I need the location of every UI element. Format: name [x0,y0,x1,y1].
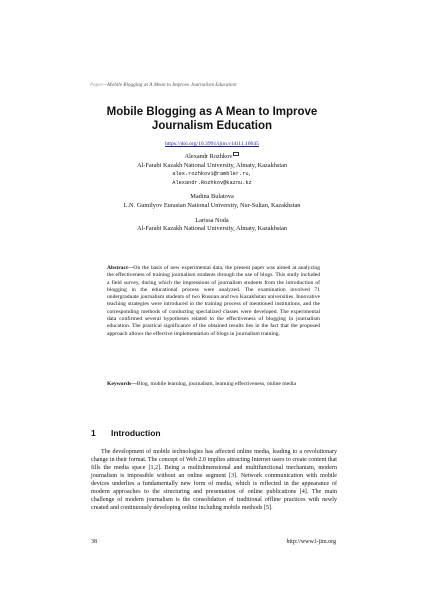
author-affiliation-2: L.N. Gumilyov Eurasian National University, Nur-Sultan, Kazakhstan [123,201,301,209]
intro-paragraph: The development of mobile technologies has affected online media, leading to a revolutionary change in their format. The concept of Web 2.0 implies attracting Internet users to create content that fills the media space [1,2]. Being a multidimensional and multifunctional mechanism, modern journalism is impossible without an online segment [3]. Network communication with mobile devices underlies a fundamentally new form of media, which is reflected in the appearance of modern approaches to the structuring and presentation of online publications [4]. The main challenge of modern journalism is the consolidation of traditional offline practices with newly created and continuously developing online including mobile methods [5]. [91,449,337,512]
author-block [80,153,344,234]
author-name-2: Madina Bulatova [190,193,234,201]
author-email-1[interactable]: alex.rozhkov1@rambler.ru, [172,171,252,178]
author-name-3: Larissa Noda [195,216,229,224]
author-affiliation-3: Al-Farabi Kazakh National University, Almaty, Kazakhstan [136,225,288,233]
section-title: Introduction [111,428,161,438]
paper-title: Mobile Blogging as A Mean to Improve Journalism Education [106,106,318,132]
page-number: 38 [91,539,97,545]
author-affiliation-1: Al-Farabi Kazakh National University, Almaty, Kazakhstan [136,161,288,169]
keywords-text: Blog, mobile learning, journalism, learning effectiveness, online media [136,381,296,387]
doi-link[interactable]: https://doi.org/10.3991/ijim.v14i11.10645 [165,141,259,147]
abstract-label: Abstract— [107,265,134,271]
abstract [107,265,320,338]
author-email-2[interactable]: Alexandr.Rozhkov@kaznu.kz [172,179,252,186]
abstract-text: On the basis of new experimental data, the present paper was aimed at analyzing the effectiveness of training journalism students through the use of blogs. This study included a field survey, during which the impressions of journalism students from the introduction of blogging in the educational process were analyzed. The examination involved 71 undergraduate journalism students of two Russian and two Kazakhstan universities. Innovative teaching strategies were introduced in the training process of mentioned institutions, and the corresponding methods of conducting specialized classes were developed. The experimental data confirmed several hypotheses related to the effectiveness of blogging in journalism education. The practical significance of the obtained results lies in the fact that the proposed approach allows the effective implementation of blogs in journalism training. [107,265,320,337]
keywords [107,381,320,388]
envelope-icon[interactable] [233,152,239,156]
section-number: 1 [91,428,96,438]
section-heading [91,428,161,438]
journal-url[interactable]: http://www.i-jim.org [286,539,336,545]
running-head-lead: Paper [90,82,103,88]
author-name-1: Alexandr Rozhkov [80,153,344,162]
running-head [90,82,237,88]
running-head-text: —Mobile Blogging as A Mean to Improve Journalism Education [102,82,237,88]
keywords-label: Keywords— [107,381,137,387]
